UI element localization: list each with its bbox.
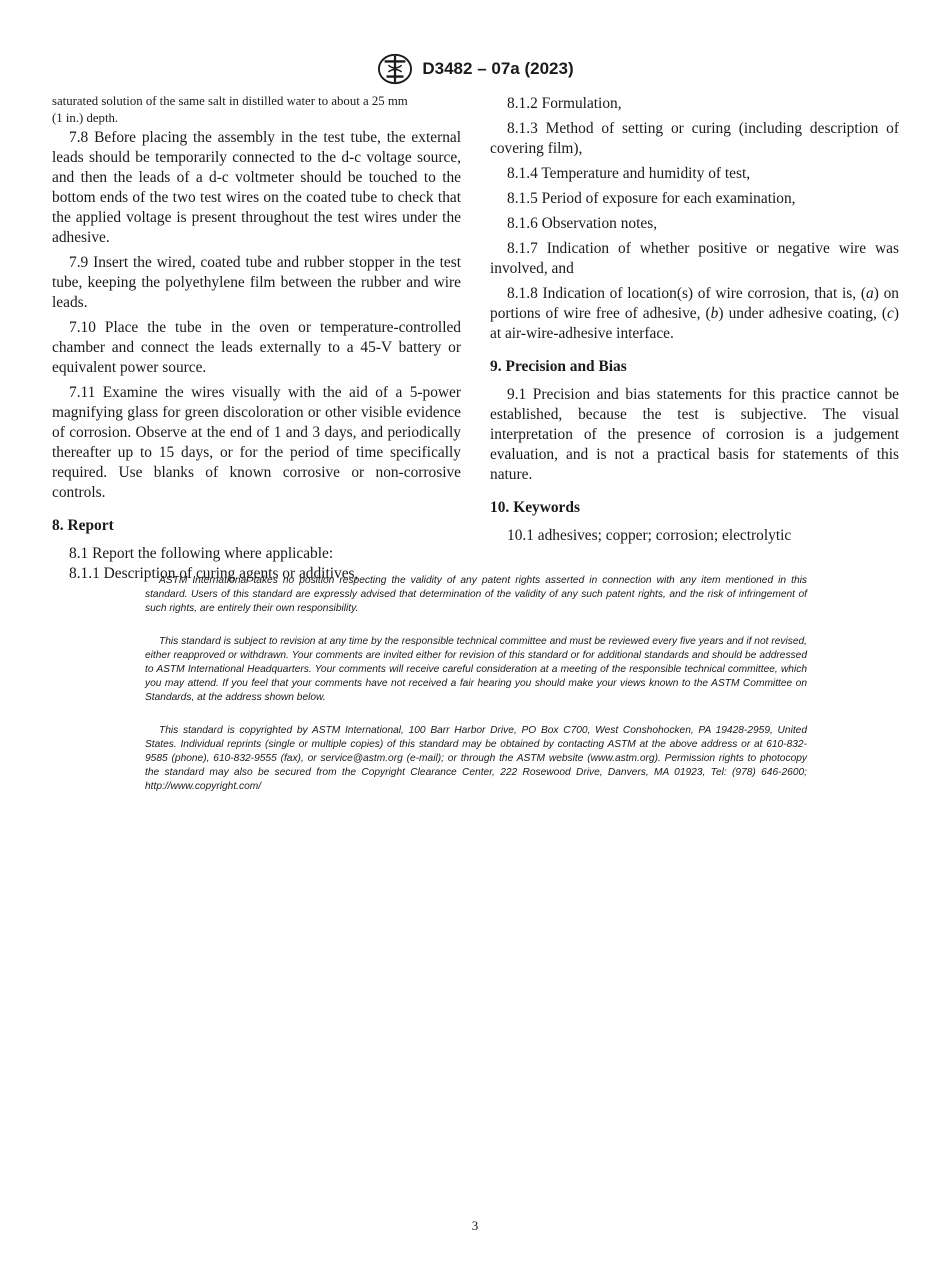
right-column [490, 94, 899, 551]
patent-notice [145, 574, 807, 616]
section-title: Precision and Bias [505, 358, 627, 375]
section-title: Keywords [513, 499, 580, 516]
paragraph-10-1: 10.1 adhesives; copper; corrosion; electrolytic [507, 527, 792, 544]
paragraph-8-1-3: 8.1.3 Method of setting or curing (including description of covering film), [490, 120, 899, 157]
italic-letter: c [887, 305, 894, 322]
section-title: Report [67, 517, 114, 534]
paragraph-8-1-5: 8.1.5 Period of exposure for each examination, [507, 190, 796, 207]
paragraph-9-1: 9.1 Precision and bias statements for this practice cannot be established, because the test is subjective. The visual interpretation of the presence of corrosion is a judgement evaluation, and is not a practical basis for statements of this nature. [490, 386, 899, 483]
page-number: 3 [471, 1218, 479, 1233]
paragraph-7-9: 7.9 Insert the wired, coated tube and rubber stopper in the test tube, keeping the polyethylene film between the rubber and wire leads. [52, 254, 461, 311]
paragraph-7-11: 7.11 Examine the wires visually with the aid of a 5-power magnifying glass for green discoloration or other visible evidence of corrosion. Observe at the end of 1 and 3 days, and periodically thereafter up to 15 days, or for the period of time specifically required. Use blanks of known corrosive or non-corrosive controls. [52, 384, 461, 501]
continued-text-end: (1 in.) depth. [52, 111, 119, 125]
section-9-heading [490, 357, 899, 377]
revision-notice [145, 635, 807, 705]
page-header [0, 52, 950, 86]
copyright-notice [145, 724, 807, 794]
paragraph-8-1-6: 8.1.6 Observation notes, [507, 215, 658, 232]
section-number: 8. [52, 517, 64, 534]
section-number: 10. [490, 499, 510, 516]
text-run: 8.1.8 Indication of location(s) of wire corrosion, that is, ( [507, 285, 867, 302]
paragraph-8-1-7: 8.1.7 Indication of whether positive or negative wire was involved, and [490, 240, 899, 277]
paragraph-8-1-2: 8.1.2 Formulation, [507, 95, 622, 112]
copyright-notice-text: This standard is copyrighted by ASTM International, 100 Barr Harbor Drive, PO Box C700, West Conshohocken, PA 19428-2959, United States. Individual reprints (single or multiple copies) of this standard may be obtained by contacting ASTM at the above address or at 610-832-9585 (phone), 610-832-9555 (fax), or service@astm.org (e-mail); or through the ASTM website (www.astm.org). Permission rights to photocopy the standard may also be secured from the Copyright Clearance Center, 222 Rosewood Drive, Danvers, MA 01923, Tel: (978) 646-2600; http://www.copyright.com/ [145, 725, 807, 792]
paragraph-8-1: 8.1 Report the following where applicable: [69, 545, 334, 562]
patent-notice-text: ASTM International takes no position respecting the validity of any patent rights asserted in connection with any item mentioned in this standard. Users of this standard are expressly advised that determination of the validity of any such patent rights, and the risk of infringement of such rights, are entirely their own responsibility. [145, 575, 807, 614]
astm-logo-icon [376, 52, 414, 86]
paragraph-7-10: 7.10 Place the tube in the oven or temperature-controlled chamber and connect the leads externally to a 45-V battery or equivalent power source. [52, 319, 461, 376]
revision-notice-text: This standard is subject to revision at any time by the responsible technical committee and must be reviewed every five years and if not revised, either reapproved or withdrawn. Your comments are invited either for revision of this standard or for additional standards and should be addressed to ASTM International Headquarters. Your comments will receive careful consideration at a meeting of the responsible technical committee, which you may attend. If you feel that your comments have not received a fair hearing you should make your views known to the ASTM Committee on Standards, at the address shown below. [145, 636, 807, 703]
document-designation: D3482 – 07a (2023) [422, 59, 574, 78]
italic-letter: b [710, 305, 719, 322]
section-10-heading [490, 498, 899, 518]
section-8-heading [52, 516, 461, 536]
text-run: ) on portions of wire free of adhesive, ( [490, 285, 899, 322]
left-column [52, 94, 461, 589]
paragraph-7-8: 7.8 Before placing the assembly in the test tube, the external leads should be temporarily connected to the d-c voltage source, and then the leads of a d-c voltmeter should be touched to the bottom ends of the two test wires on the coated tube to check that the applied voltage is present throughout the test wires under the adhesive. [52, 129, 461, 246]
paragraph-8-1-4: 8.1.4 Temperature and humidity of test, [507, 165, 751, 182]
paragraph-8-1-1: 8.1.1 Description of curing agents or additives, [69, 565, 359, 582]
italic-letter: a [866, 285, 874, 302]
text-run: ) under adhesive coating, ( [718, 305, 887, 322]
paragraph-8-1-8 [490, 284, 899, 344]
continued-text: saturated solution of the same salt in distilled water to about a 25 mm [52, 94, 408, 108]
text-run: ) at air-wire-adhesive interface. [490, 305, 899, 342]
section-number: 9. [490, 358, 502, 375]
